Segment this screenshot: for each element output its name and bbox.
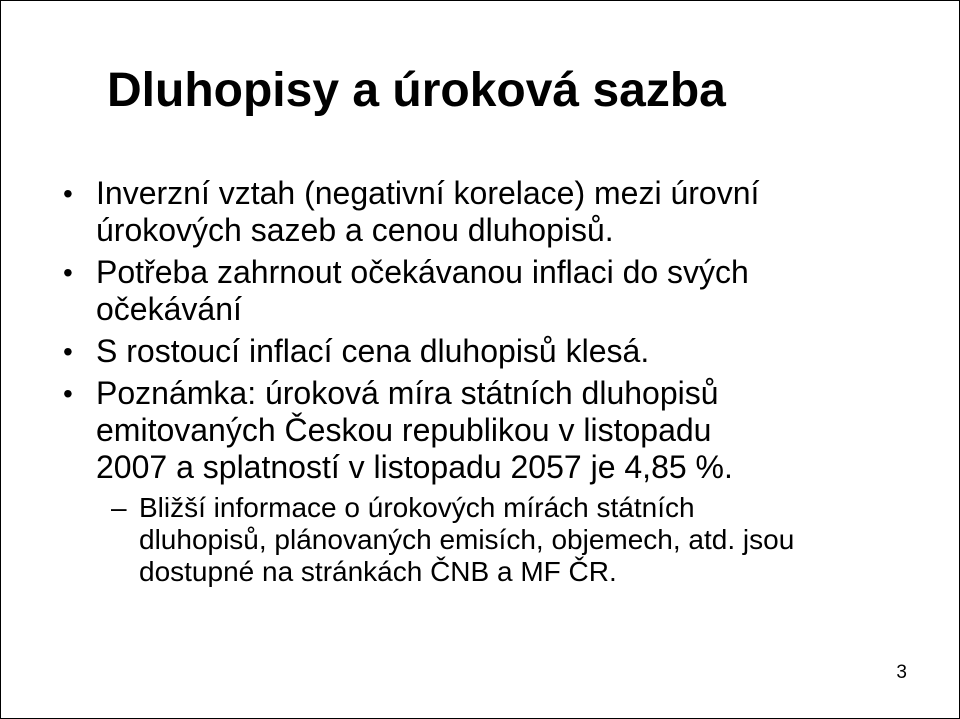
bullet-dot: •: [63, 336, 73, 367]
bullet-item: [63, 333, 923, 370]
bullet-text-line: emitovaných Českou republikou v listopadu: [96, 412, 712, 448]
sub-bullet-item: [111, 492, 923, 588]
bullet-item: [63, 375, 923, 486]
sub-bullet-dash: –: [111, 492, 127, 523]
bullet-text-line: 2007 a splatností v listopadu 2057 je 4,85 %.: [96, 449, 733, 485]
bullet-item: [63, 254, 923, 328]
bullet-text-line: Inverzní vztah (negativní korelace) mezi úrovní: [96, 175, 760, 211]
slide-title: Dluhopisy a úroková sazba: [107, 64, 726, 117]
bullet-dot: •: [63, 378, 73, 409]
bullet-dot: •: [63, 257, 73, 288]
sub-bullet-text-line: dluhopisů, plánovaných emisích, objemech, atd. jsou: [139, 524, 795, 555]
sub-bullet-text-line: Bližší informace o úrokových mírách státních: [139, 492, 695, 523]
bullet-dot: •: [63, 178, 73, 209]
bullet-list: [63, 175, 923, 588]
page-number: 3: [896, 662, 907, 683]
bullet-text-line: S rostoucí inflací cena dluhopisů klesá.: [96, 333, 650, 369]
bullet-item: [63, 175, 923, 249]
bullet-text-line: úrokových sazeb a cenou dluhopisů.: [96, 212, 614, 248]
bullet-text-line: Poznámka: úroková míra státních dluhopisů: [96, 375, 719, 411]
bullet-text-line: Potřeba zahrnout očekávanou inflaci do svých: [96, 254, 749, 290]
bullet-text-line: očekávání: [96, 291, 242, 327]
sub-bullet-text-line: dostupné na stránkách ČNB a MF ČR.: [139, 556, 617, 587]
